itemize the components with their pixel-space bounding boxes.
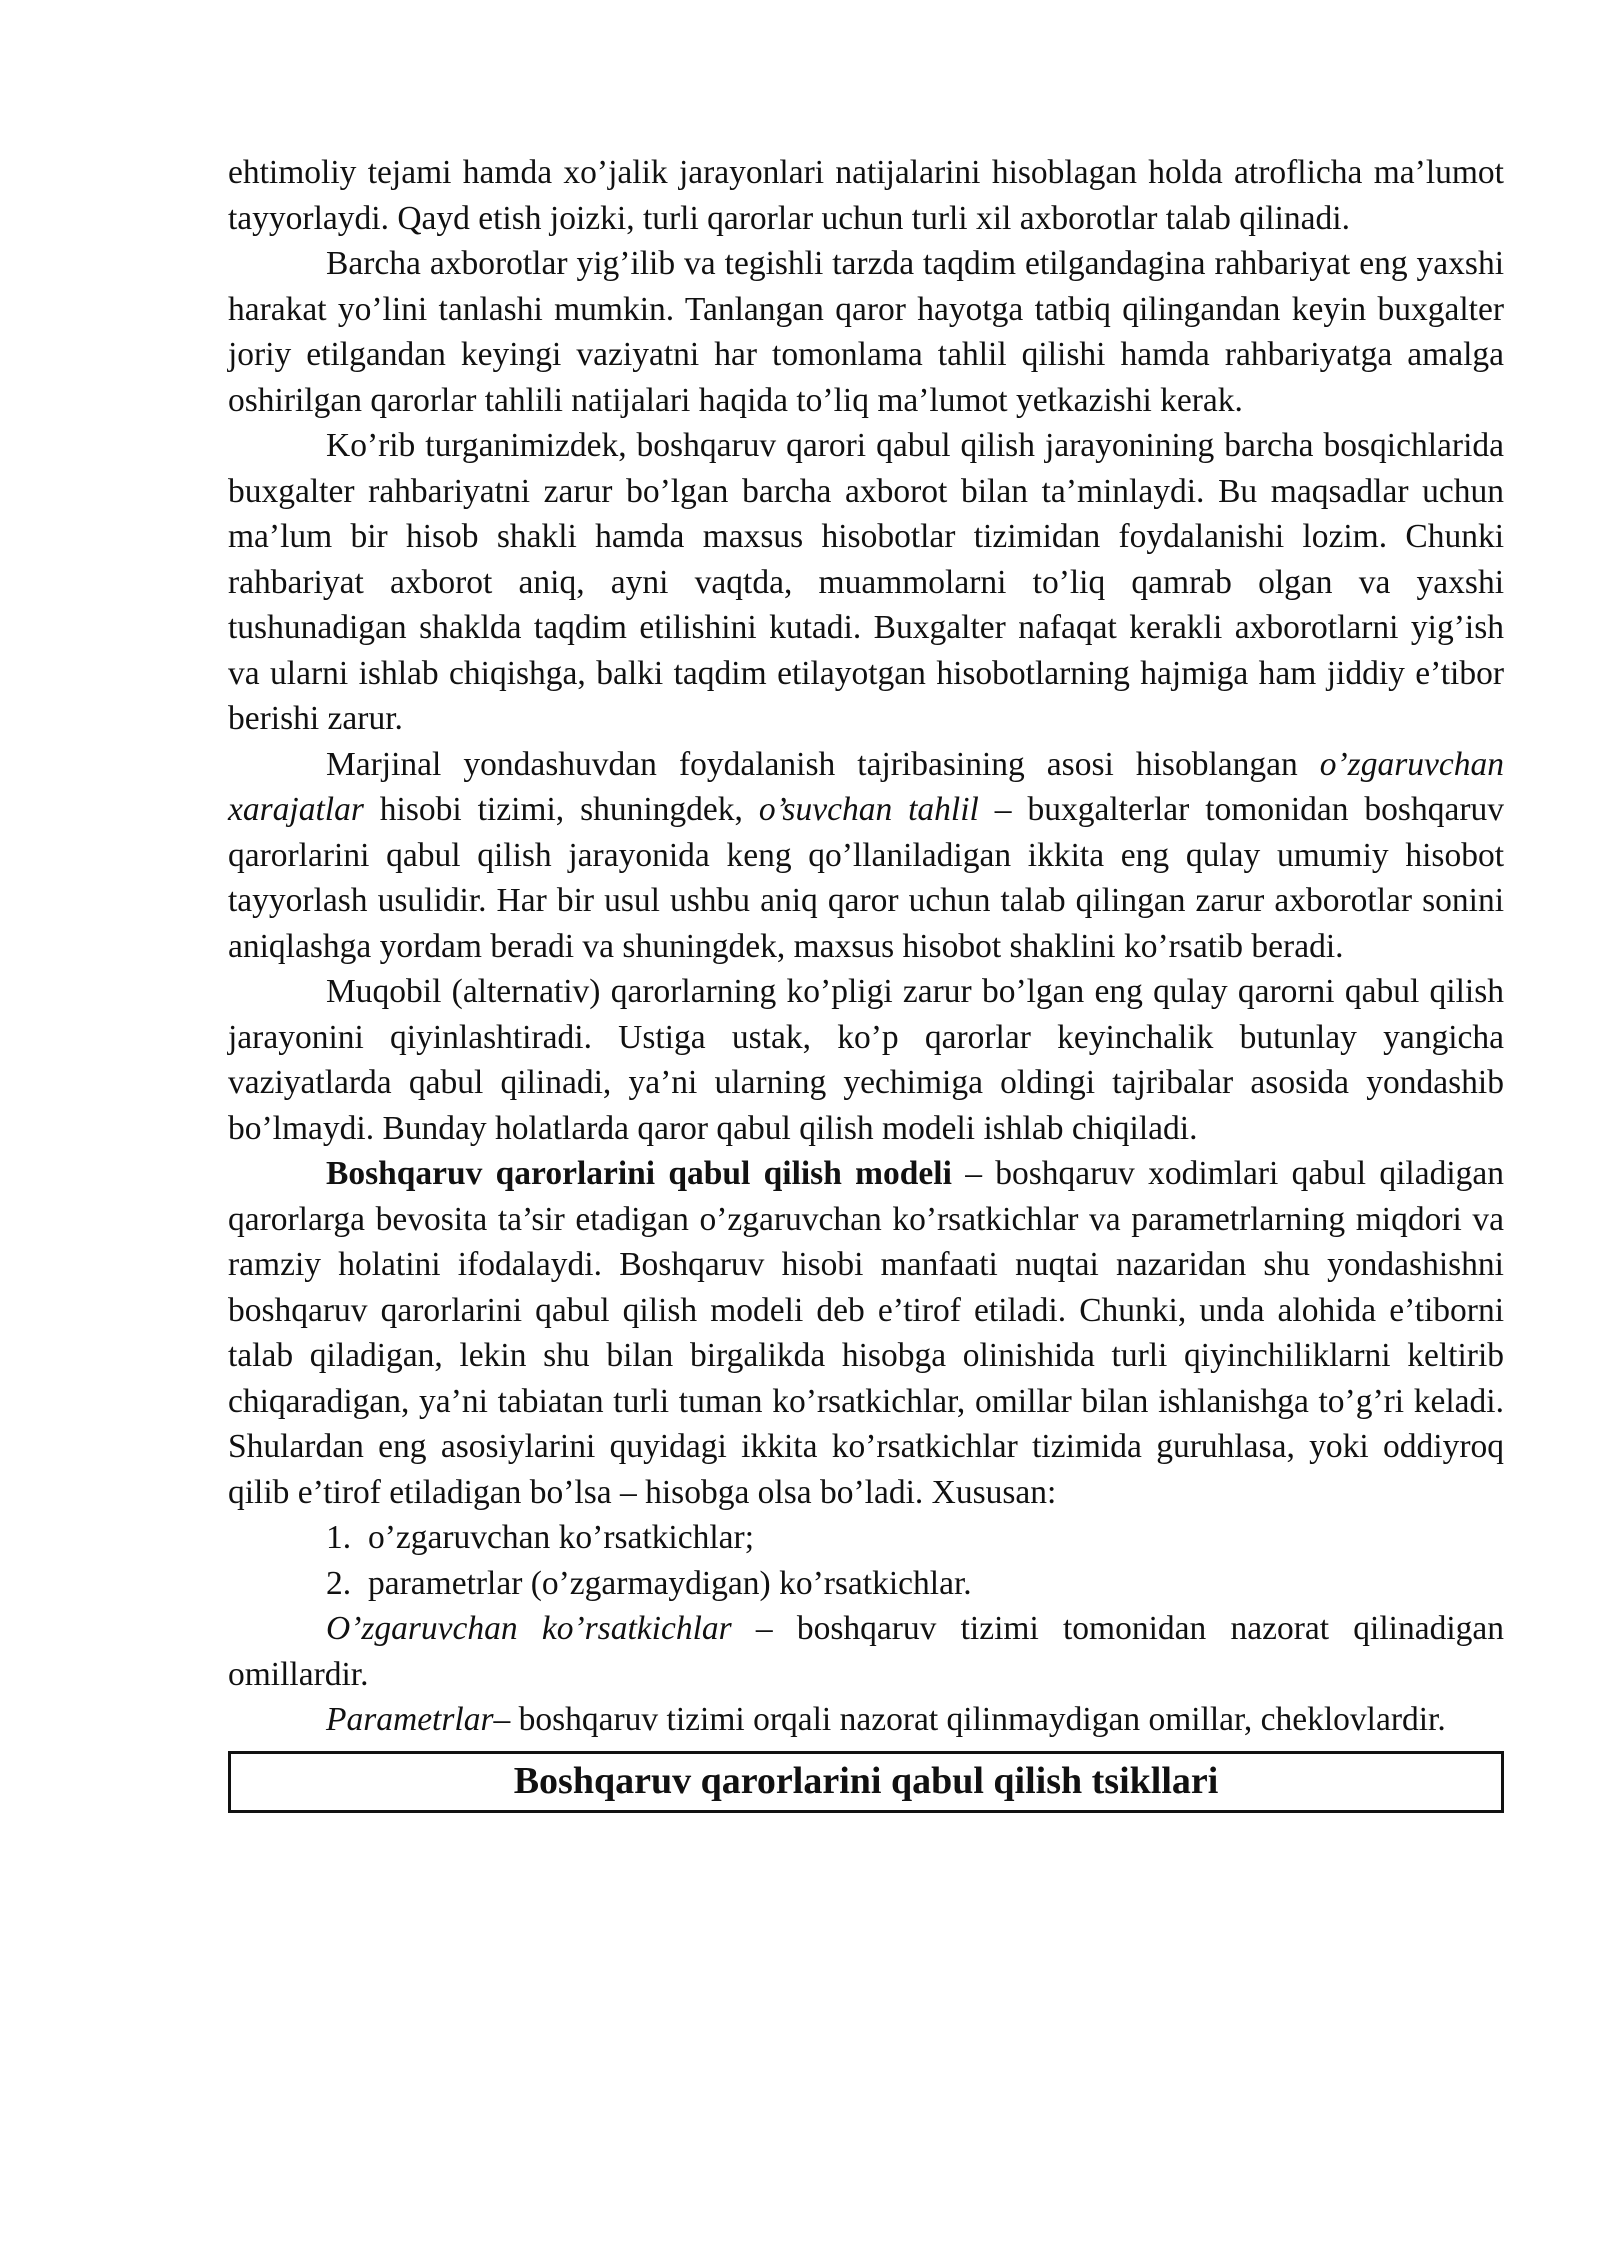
- text-run: – boshqaruv tizimi orqali nazorat qilinmaydigan omillar, cheklovlardir.: [493, 1701, 1446, 1738]
- list-text: o’zgaruvchan ko’rsatkichlar;: [368, 1519, 755, 1556]
- document-page: [228, 150, 1504, 1813]
- text-run: hisobi tizimi, shuningdek,: [363, 791, 759, 828]
- paragraph-8: [228, 1697, 1504, 1743]
- list-item: [228, 1515, 1504, 1561]
- paragraph-6: [228, 1151, 1504, 1515]
- paragraph-4: [228, 742, 1504, 970]
- list-text: parametrlar (o’zgarmaydigan) ko’rsatkichlar.: [368, 1564, 972, 1602]
- paragraph-5: Muqobil (alternativ) qarorlarning ko’pligi zarur bo’lgan eng qulay qarorni qabul qilish jarayonini qiyinlashtiradi. Ustiga ustak, ko’p qarorlar keyinchalik butunlay yangicha vaziyatlarda qabul qilinadi, ya’ni ularning yechimiga oldingi tajribalar asosida yondashib bo’lmaydi. Bunday holatlarda qaror qabul qilish modeli ishlab chiqiladi.: [228, 973, 1504, 1147]
- text-run: – boshqaruv tizimi tomonidan nazorat qilinadigan omillardir.: [228, 1610, 1504, 1693]
- list-number: 2.: [326, 1564, 352, 1602]
- section-title: Boshqaruv qarorlarini qabul qilish tsikllari: [513, 1759, 1219, 1802]
- paragraph-1: ehtimoliy tejami hamda xo’jalik jarayonlari natijalarini hisoblagan holda atroflicha ma’lumot tayyorlaydi. Qayd etish joizki, turli qarorlar uchun turli xil axborotlar talab qilinadi.: [228, 154, 1504, 237]
- bold-term: Boshqaruv qarorlarini qabul qilish modeli: [326, 1155, 952, 1192]
- section-title-box: [228, 1751, 1504, 1813]
- paragraph-7: [228, 1606, 1504, 1697]
- paragraph-2: Barcha axborotlar yig’ilib va tegishli tarzda taqdim etilgandagina rahbariyat eng yaxshi harakat yo’lini tanlashi mumkin. Tanlangan qaror hayotga tatbiq qilingandan keyin buxgalter joriy etilgandan keyingi vaziyatni har tomonlama tahlil qilishi hamda rahbariyatga amalga oshirilgan qarorlar tahlili natijalari haqida to’liq ma’lumot yetkazishi kerak.: [228, 245, 1504, 419]
- list-number: 1.: [326, 1519, 352, 1556]
- italic-term: o’zgaruvchan xarajatlar: [228, 745, 1504, 828]
- text-run: Marjinal yondashuvdan foydalanish tajribasining asosi hisoblangan: [326, 745, 1320, 783]
- list-item: [228, 1561, 1504, 1607]
- italic-term: o’suvchan tahlil: [758, 791, 979, 828]
- text-run: – boshqaruv xodimlari qabul qiladigan qarorlarga bevosita ta’sir etadigan o’zgaruvchan ko’rsatkichlar va parametrlarning miqdori va ramziy holatini ifodalaydi. Boshqaruv hisobi manfaati nuqtai nazaridan shu yondashishni boshqaruv qarorlarini qabul qilish modeli deb e’tirof etiladi. Chunki, unda alohida e’tiborni talab qiladigan, lekin shu bilan birgalikda hisobga olinishida turli qiyinchiliklarni keltirib chiqaradigan, ya’ni tabiatan turli tuman ko’rsatkichlar, omillar bilan ishlanishga to’g’ri keladi. Shulardan eng asosiylarini quyidagi ikkita ko’rsatkichlar tizimida guruhlasa, yoki oddiyroq qilib e’tirof etiladigan bo’lsa – hisobga olsa bo’ladi. Xususan:: [228, 1155, 1504, 1511]
- italic-term: O’zgaruvchan ko’rsatkichlar: [326, 1610, 732, 1647]
- italic-term: Parametrlar: [326, 1701, 494, 1738]
- text-run: – buxgalterlar tomonidan boshqaruv qarorlarini qabul qilish jarayonida keng qo’llaniladigan ikkita eng qulay umumiy hisobot tayyorlash usulidir. Har bir usul ushbu aniq qaror uchun talab qilingan zarur axborotlar sonini aniqlashga yordam beradi va shuningdek, maxsus hisobot shaklini ko’rsatib beradi.: [228, 791, 1504, 965]
- paragraph-3: Ko’rib turganimizdek, boshqaruv qarori qabul qilish jarayonining barcha bosqichlarida buxgalter rahbariyatni zarur bo’lgan barcha axborot bilan ta’minlaydi. Bu maqsadlar uchun ma’lum bir hisob shakli hamda maxsus hisobotlar tizimidan foydalanishi lozim. Chunki rahbariyat axborot aniq, ayni vaqtda, muammolarni to’liq qamrab olgan va yaxshi tushunadigan shaklda taqdim etilishini kutadi. Buxgalter nafaqat kerakli axborotlarni yig’ish va ularni ishlab chiqishga, balki taqdim etilayotgan hisobotlarning hajmiga ham jiddiy e’tibor berishi zarur.: [228, 427, 1504, 737]
